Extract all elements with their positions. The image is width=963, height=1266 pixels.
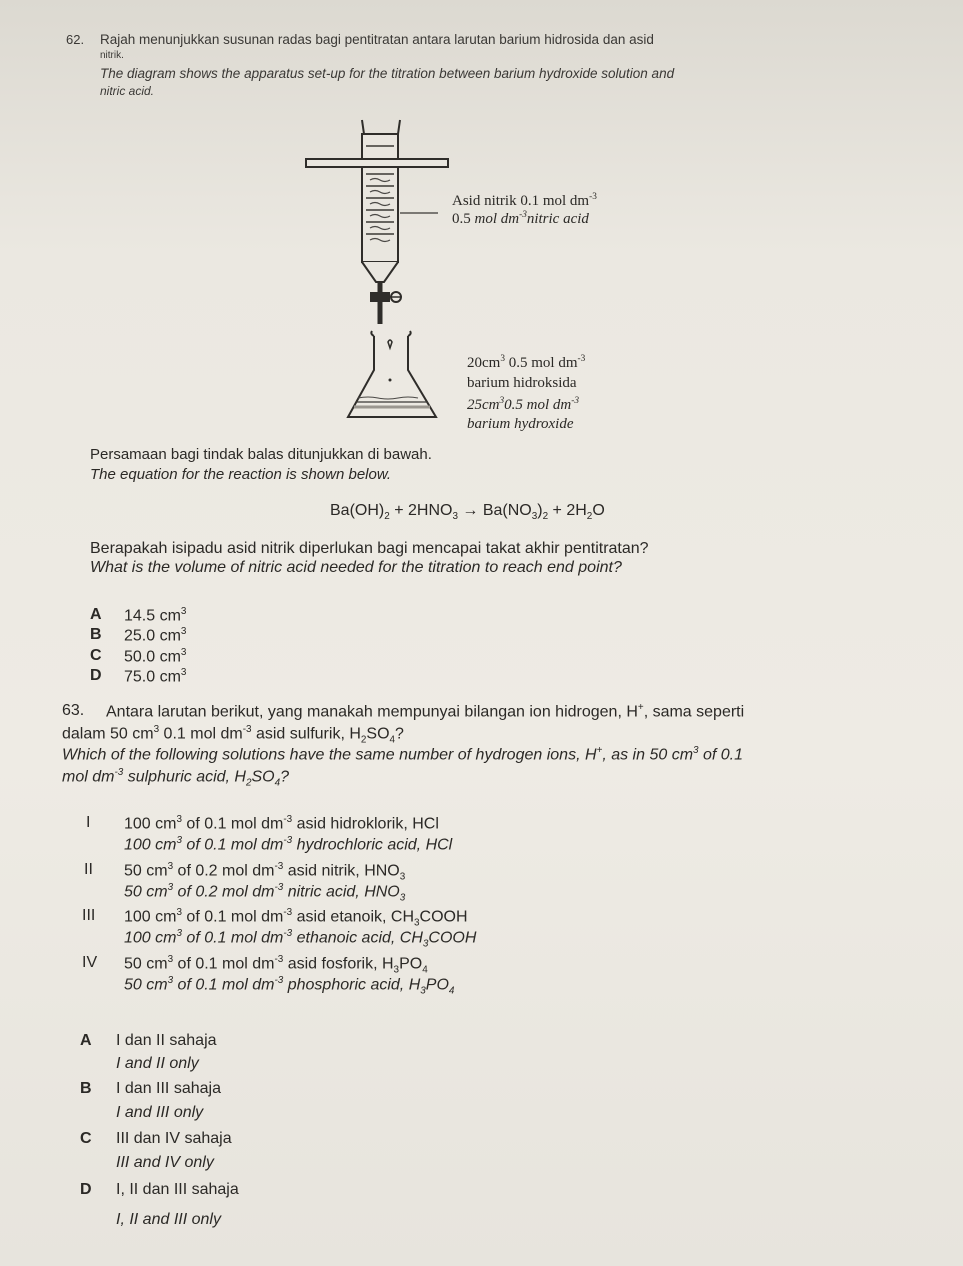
flask-label-line3: $25cm^30.5$ mol $dm^{-3}$ bbox=[467, 396, 579, 413]
conical-flask bbox=[348, 336, 436, 417]
statement-2-malay: 50 $cm^3$ of 0.2 mol $dm^{-3}$ asid nitrik, $HNO_3$ bbox=[124, 861, 406, 883]
q62-malay-prompt-line1: Rajah menunjukkan susunan radas bagi pentitratan antara larutan barium hidrosida dan asid bbox=[100, 32, 654, 47]
question-62-number: 62. bbox=[66, 32, 85, 47]
flask-label-line1: $20cm^3$ 0.5 mol $dm^{-3}$ bbox=[467, 354, 586, 371]
question-63-number: 63. bbox=[62, 702, 85, 719]
titration-apparatus-diagram bbox=[300, 112, 600, 442]
q63-english-line2: mol $dm^{-3}$ sulphuric acid, $H_2SO_4$? bbox=[62, 767, 290, 789]
statement-1-english: 100 $cm^3$ of 0.1 mol $dm^{-3}$ hydrochloric acid, HCl bbox=[124, 835, 453, 854]
q62-english-prompt-line1: The diagram shows the apparatus set-up for the titration between barium hydroxide solution and bbox=[100, 66, 675, 81]
statement-2-english: 50 $cm^3$ of 0.2 mol $dm^{-3}$ nitric acid, $HNO_3$ bbox=[124, 882, 406, 904]
chemical-equation: $Ba(OH)_2 + 2HNO_3 \to Ba(NO_3)_2 + 2H_2O$ bbox=[330, 502, 605, 523]
q62-question-malay: Berapakah isipadu asid nitrik diperlukan bagi mencapai takat akhir pentitratan? bbox=[90, 540, 649, 557]
burette-label-malay: Asid nitrik 0.1 mol $dm^{-3}$ bbox=[452, 192, 597, 209]
q62-question-english: What is the volume of nitric acid needed for the titration to reach end point? bbox=[90, 559, 622, 576]
burette-label-english: 0.5 mol $dm^{-3}nitric$ acid bbox=[452, 210, 589, 227]
statement-1-roman: I bbox=[86, 814, 91, 831]
statement-1-malay: 100 $cm^3$ of 0.1 mol $dm^{-3}$ asid hidroklorik, HCl bbox=[124, 814, 439, 833]
q62-malay-prompt-line2: nitrik. bbox=[100, 50, 124, 61]
q62-english-prompt-line2: nitric acid. bbox=[100, 84, 155, 98]
burette-clamp bbox=[306, 159, 448, 167]
statement-4-roman: IV bbox=[82, 954, 98, 971]
statement-4-english: 50 $cm^3$ of 0.1 mol $dm^{-3}$ phosphoric acid, $H_3PO_4$ bbox=[124, 975, 455, 997]
q63-malay-line1: Antara larutan berikut, yang manakah mempunyai bilangan ion hidrogen, H+, sama seperti bbox=[106, 702, 745, 721]
q63-malay-line2: dalam 50 $cm^3$ 0.1 mol $dm^{-3}$ asid sulfurik, $H_2SO_4$? bbox=[62, 724, 404, 746]
flask-label-line2: barium hidroksida bbox=[467, 375, 577, 391]
exam-page: 62. Rajah menunjukkan susunan radas bagi pentitratan antara larutan barium hidrosida dan asid nitrik. The diagram shows the apparatus set-up for the titration between barium hydroxide solution and nitric acid. Asid nitrik 0.1 mol $dm^{-3}$ 0.5 mol $dm^{-3}nitric$ acid $20cm^3$ 0.5 mol $dm^{-3}$ barium hidroksida $25cm^30.5$ mol $dm^{-3}$ barium hydroxide Persamaan bagi tindak balas ditunjukkan di bawah. The equation for the reaction is shown below. $Ba(OH)_2 + 2HNO_3 \to Ba(NO_3)_2 + 2H_2O$ Berapakah isipadu asid nitrik diperlukan bagi mencapai takat akhir pentitratan? What is the volume of nitric acid needed for the titration to reach end point? A 14.5 $cm^3$ B 25.0 $cm^3$ C 50.0 $cm^3$ D 75.0 $cm^3$ 63. Antara larutan berikut, yang manakah mempunyai bilangan ion hidrogen, H+, sama seperti dalam 50 $cm^3$ 0.1 mol $dm^{-3}$ asid sulfurik, $H_2SO_4$? Which of the following solutions have the same number of hydrogen ions, H+, as in 50 $cm^3$ of 0.1 mol $dm^{-3}$ sulphuric acid, $H_2SO_4$? I 100 $cm^3$ of 0.1 mol $dm^{-3}$ asid hidroklorik, HCl 100 $cm^3$ of 0.1 mol $dm^{-3}$ hydrochloric acid, HCl II 50 $cm^3$ of 0.2 mol $dm^{-3}$ asid nitrik, $HNO_3$ 50 $cm^3$ of 0.2 mol $dm^{-3}$ nitric acid, $HNO_3$ III 100 $cm^3$ of 0.1 mol $dm^{-3}$ asid etanoik, $CH_3COOH$ 100 $cm^3$ of 0.1 mol $dm^{-3}$ ethanoic acid, $CH_3COOH$ IV 50 $cm^3$ of 0.1 mol $dm^{-3}$ asid fosforik, $H_3PO_4$ 50 $cm^3$ of 0.1 mol $dm^{-3}$ phosphoric acid, $H_3PO_4$ A I dan II sahaja I and II only B I dan III sahaja I and III only C III dan IV sahaja III and IV only D I, II dan III sahaja I, II and III only bbox=[0, 0, 963, 1266]
statement-3-roman: III bbox=[82, 907, 96, 924]
statement-3-malay: 100 $cm^3$ of 0.1 mol $dm^{-3}$ asid etanoik, $CH_3COOH$ bbox=[124, 907, 468, 929]
flask-label-line4: barium hydroxide bbox=[467, 416, 574, 432]
equation-intro-malay: Persamaan bagi tindak balas ditunjukkan di bawah. bbox=[90, 446, 432, 463]
statement-4-malay: 50 $cm^3$ of 0.1 mol $dm^{-3}$ asid fosforik, $H_3PO_4$ bbox=[124, 954, 428, 976]
equation-intro-english: The equation for the reaction is shown below. bbox=[90, 466, 392, 483]
statement-2-roman: II bbox=[84, 861, 93, 878]
statement-3-english: 100 $cm^3$ of 0.1 mol $dm^{-3}$ ethanoic acid, $CH_3COOH$ bbox=[124, 928, 477, 950]
q63-english-line1: Which of the following solutions have the same number of hydrogen ions, H+, as in 50 $cm^3$ of 0.1 bbox=[62, 745, 744, 764]
